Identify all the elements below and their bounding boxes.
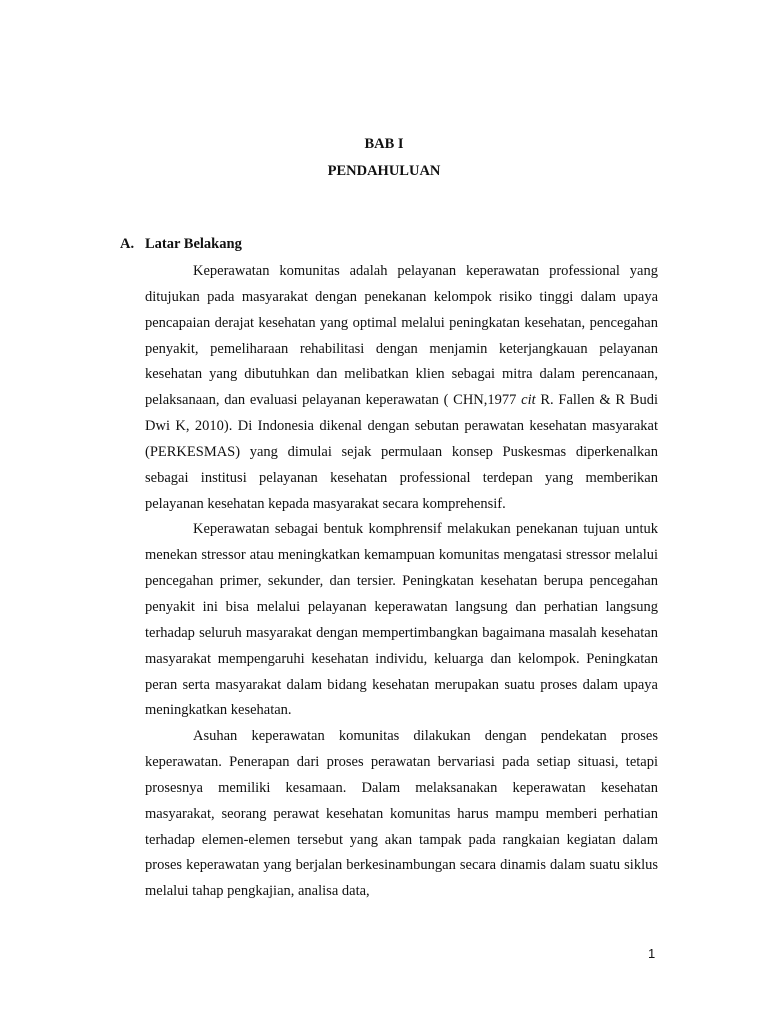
paragraph-2: Keperawatan sebagai bentuk komphrensif melakukan penekanan tujuan untuk menekan stressor atau meningkatkan kemampuan komunitas mengatasi stressor melalui pencegahan primer, sekunder, dan tersier. Peningkatan kesehatan berupa pencegahan penyakit ini bisa melalui pelayanan keperawatan langsung dan perhatian langsung terhadap seluruh masyarakat dengan mempertimbangkan bagaimana masalah kesehatan masyarakat mempengaruhi kesehatan individu, keluarga dan kelompok. Peningkatan peran serta masyarakat dalam bidang kesehatan merupakan suatu proses dalam upaya meningkatkan kesehatan. <box>145 521 658 719</box>
paragraph-3: Asuhan keperawatan komunitas dilakukan dengan pendekatan proses keperawatan. Penerapan dari proses perawatan bervariasi pada setiap situasi, tetapi prosesnya memiliki kesamaan. Dalam melaksanakan keperawatan kesehatan masyarakat, seorang perawat kesehatan komunitas harus mampu memberi perhatian terhadap elemen-elemen tersebut yang akan tampak pada rangkaian kegiatan dalam proses keperawatan yang berjalan berkesinambungan secara dinamis dalam suatu siklus melalui tahap pengkajian, analisa data, <box>145 728 658 900</box>
paragraph-1-text-a: Keperawatan komunitas adalah pelayanan keperawatan professional yang ditujukan pada masyarakat dengan penekanan kelompok risiko tinggi dalam upaya pencapaian derajat kesehatan yang optimal melalui peningkatan kesehatan, pencegahan penyakit, pemeliharaan rehabilitasi dengan menjamin keterjangkauan pelayanan kesehatan yang dibutuhkan dan melibatkan klien sebagai mitra dalam perencanaan, pelaksanaan, dan evaluasi pelayanan keperawatan ( CHN,1977 <box>145 263 658 409</box>
chapter-title: PENDAHULUAN <box>327 163 441 179</box>
paragraph-1 <box>145 259 658 517</box>
chapter-label: BAB I <box>364 136 404 152</box>
body-text <box>145 259 658 905</box>
section-title: Latar Belakang <box>145 236 242 252</box>
paragraph-1-text-b: R. Fallen & R Budi Dwi K, 2010). Di Indonesia dikenal dengan sebutan perawatan kesehatan masyarakat (PERKESMAS) yang dimulai sejak permulaan konsep Puskesmas diperkenalkan sebagai institusi pelayanan kesehatan professional terdepan yang memberikan pelayanan kesehatan kepada masyarakat secara komprehensif. <box>145 392 658 512</box>
citation-italic: cit <box>521 392 536 409</box>
page-number: 1 <box>648 946 656 961</box>
section-number: A. <box>120 236 135 252</box>
section-heading <box>120 236 242 253</box>
